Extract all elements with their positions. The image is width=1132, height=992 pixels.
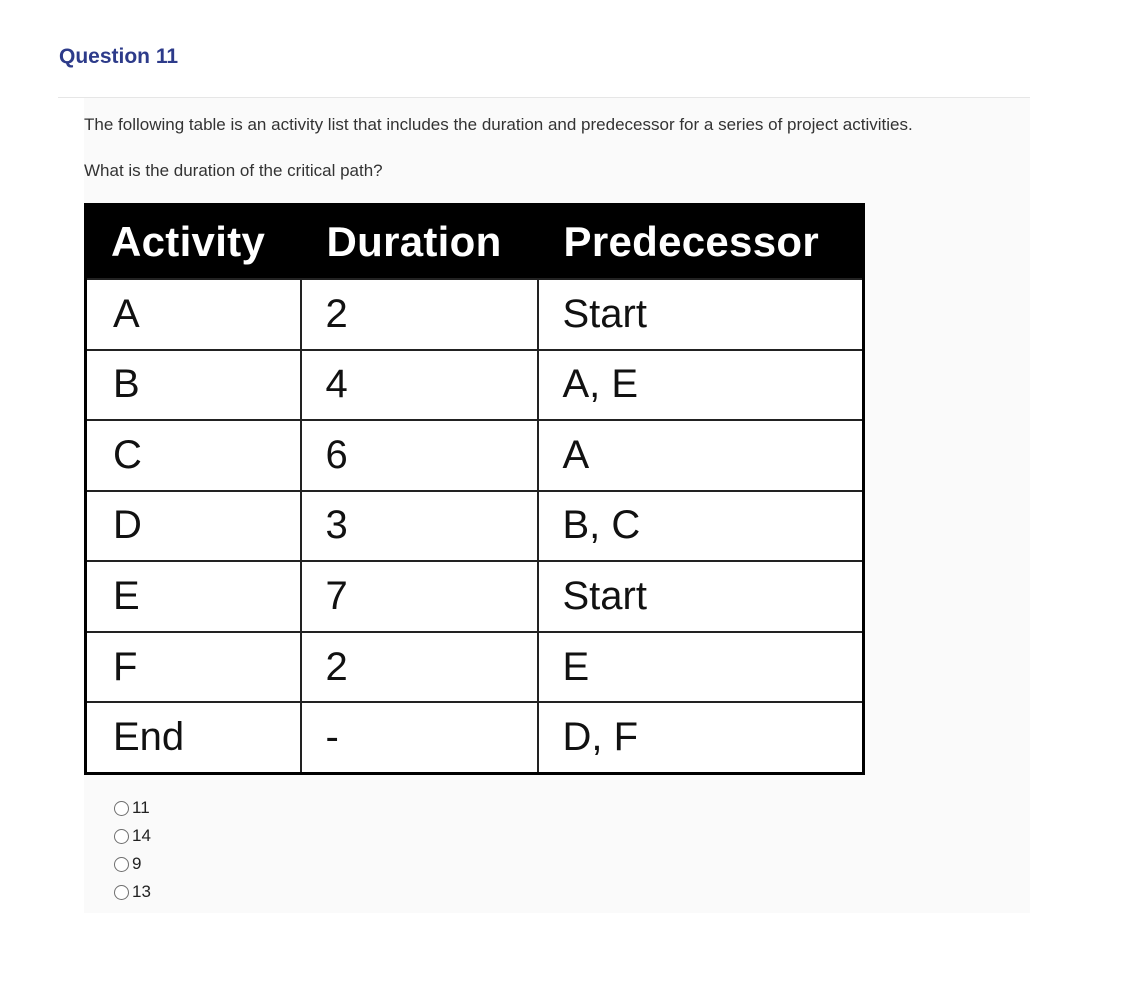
answer-options xyxy=(114,794,151,906)
activity-table xyxy=(84,203,865,775)
predecessor-cell: A, E xyxy=(538,350,864,421)
answer-option-11[interactable] xyxy=(114,794,151,822)
predecessor-cell: Start xyxy=(538,279,864,350)
activity-cell: F xyxy=(86,632,301,703)
duration-cell: 3 xyxy=(301,491,538,562)
radio-button[interactable] xyxy=(114,857,129,872)
question-title: Question 11 xyxy=(59,45,179,68)
activity-cell: C xyxy=(86,420,301,491)
table-row xyxy=(86,491,864,562)
predecessor-cell: A xyxy=(538,420,864,491)
duration-cell: - xyxy=(301,702,538,773)
duration-cell: 2 xyxy=(301,632,538,703)
option-label: 9 xyxy=(132,854,142,873)
duration-cell: 2 xyxy=(301,279,538,350)
table-row xyxy=(86,420,864,491)
radio-button[interactable] xyxy=(114,829,129,844)
predecessor-cell: Start xyxy=(538,561,864,632)
radio-button[interactable] xyxy=(114,885,129,900)
table-row xyxy=(86,561,864,632)
duration-cell: 6 xyxy=(301,420,538,491)
header-predecessor: Predecessor xyxy=(538,205,864,280)
duration-cell: 7 xyxy=(301,561,538,632)
predecessor-cell: E xyxy=(538,632,864,703)
radio-button[interactable] xyxy=(114,801,129,816)
duration-cell: 4 xyxy=(301,350,538,421)
answer-option-14[interactable] xyxy=(114,822,151,850)
option-label: 11 xyxy=(132,798,150,817)
option-label: 14 xyxy=(132,826,151,845)
predecessor-cell: D, F xyxy=(538,702,864,773)
activity-cell: E xyxy=(86,561,301,632)
answer-option-13[interactable] xyxy=(114,878,151,906)
activity-cell: D xyxy=(86,491,301,562)
header-duration: Duration xyxy=(301,205,538,280)
question-prompt: The following table is an activity list that includes the duration and predecessor for a series of project activities. xyxy=(84,115,913,134)
table-header-row xyxy=(86,205,864,280)
activity-cell: A xyxy=(86,279,301,350)
activity-cell: End xyxy=(86,702,301,773)
answer-option-9[interactable] xyxy=(114,850,151,878)
table-row xyxy=(86,350,864,421)
predecessor-cell: B, C xyxy=(538,491,864,562)
question-subprompt: What is the duration of the critical path? xyxy=(84,161,383,180)
activity-cell: B xyxy=(86,350,301,421)
header-activity: Activity xyxy=(86,205,301,280)
table-row xyxy=(86,279,864,350)
table-row xyxy=(86,632,864,703)
option-label: 13 xyxy=(132,882,151,901)
table-row xyxy=(86,702,864,773)
